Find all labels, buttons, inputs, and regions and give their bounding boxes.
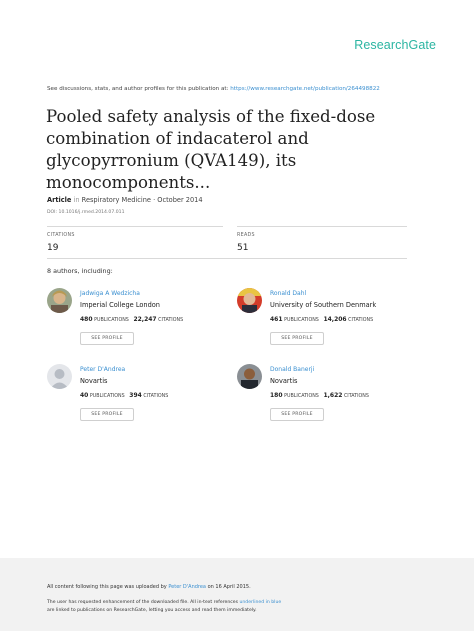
upload-suffix: on 16 April 2015.	[207, 584, 251, 590]
citations-count: 14,206	[323, 316, 347, 323]
publications-label: PUBLICATIONS	[284, 318, 319, 323]
discussion-notice	[47, 86, 380, 92]
divider	[47, 226, 223, 227]
author-stats	[80, 392, 168, 399]
notice-text: The user has requested enhancement of the downloaded file. All in-text references	[47, 600, 239, 605]
publications-label: PUBLICATIONS	[89, 394, 125, 399]
citations-count: 394	[129, 392, 142, 399]
enhancement-notice	[47, 600, 281, 605]
publications-label: PUBLICATIONS	[94, 318, 129, 323]
citations-label: CITATIONS	[343, 394, 369, 399]
publications-count: 40	[80, 392, 89, 399]
citations-value: 19	[47, 243, 59, 253]
citations-label: CITATIONS	[143, 394, 169, 399]
see-profile-button[interactable]: SEE PROFILE	[270, 332, 324, 345]
citations-count: 1,622	[323, 392, 343, 399]
article-type: Article	[47, 196, 72, 204]
citations-count: 22,247	[133, 316, 157, 323]
author-name[interactable]: Ronald Dahl	[270, 290, 307, 297]
author-institution: Novartis	[270, 377, 298, 385]
publications-label: PUBLICATIONS	[284, 394, 319, 399]
author-stats	[270, 316, 373, 323]
avatar[interactable]	[47, 288, 72, 313]
author-card	[47, 364, 227, 424]
article-venue[interactable]: Respiratory Medicine · October 2014	[81, 196, 203, 204]
author-stats	[270, 392, 369, 399]
author-card	[47, 288, 227, 348]
see-profile-button[interactable]: SEE PROFILE	[80, 408, 134, 421]
reads-label: READS	[237, 233, 255, 238]
uploader-link[interactable]: Peter D'Andrea	[168, 584, 206, 590]
citations-label: CITATIONS	[158, 318, 184, 323]
upload-notice	[47, 584, 251, 590]
divider	[47, 258, 407, 259]
avatar[interactable]	[237, 288, 262, 313]
paper-title: Pooled safety analysis of the fixed-dose combination of indacaterol and glycopyrronium (QVA149), its monocomponents...	[46, 107, 376, 192]
author-card	[237, 288, 417, 348]
see-profile-button[interactable]: SEE PROFILE	[270, 408, 324, 421]
publications-count: 480	[80, 316, 93, 323]
avatar[interactable]	[47, 364, 72, 389]
article-doi: DOI: 10.1016/j.rmed.2014.07.011	[47, 210, 125, 215]
author-name[interactable]: Donald Banerji	[270, 366, 315, 373]
author-institution: Imperial College London	[80, 301, 160, 309]
author-name[interactable]: Peter D'Andrea	[80, 366, 126, 373]
footer	[0, 558, 474, 631]
citations-label: CITATIONS	[348, 318, 374, 323]
reads-value: 51	[237, 243, 249, 253]
divider	[237, 226, 407, 227]
author-card	[237, 364, 417, 424]
author-stats	[80, 316, 183, 323]
researchgate-logo[interactable]: ResearchGate	[354, 38, 436, 52]
publications-count: 461	[270, 316, 283, 323]
enhancement-notice-cont: are linked to publications on ResearchGate, letting you access and read them immediately.	[47, 608, 257, 613]
author-name[interactable]: Jadwiga A Wedzicha	[80, 290, 140, 297]
authors-heading: 8 authors, including:	[47, 267, 113, 275]
publication-link[interactable]: https://www.researchgate.net/publication/264498822	[230, 86, 380, 92]
author-institution: University of Southern Denmark	[270, 301, 377, 309]
avatar[interactable]	[237, 364, 262, 389]
upload-prefix: All content following this page was uploaded by	[47, 584, 167, 590]
underlined-link-text: underlined in blue	[239, 600, 282, 605]
citations-label: CITATIONS	[47, 233, 75, 238]
author-institution: Novartis	[80, 377, 108, 385]
see-profile-button[interactable]: SEE PROFILE	[80, 332, 134, 345]
article-meta	[47, 196, 203, 204]
publications-count: 180	[270, 392, 283, 399]
article-in: in	[73, 196, 80, 204]
discussion-text: See discussions, stats, and author profiles for this publication at:	[47, 86, 229, 92]
